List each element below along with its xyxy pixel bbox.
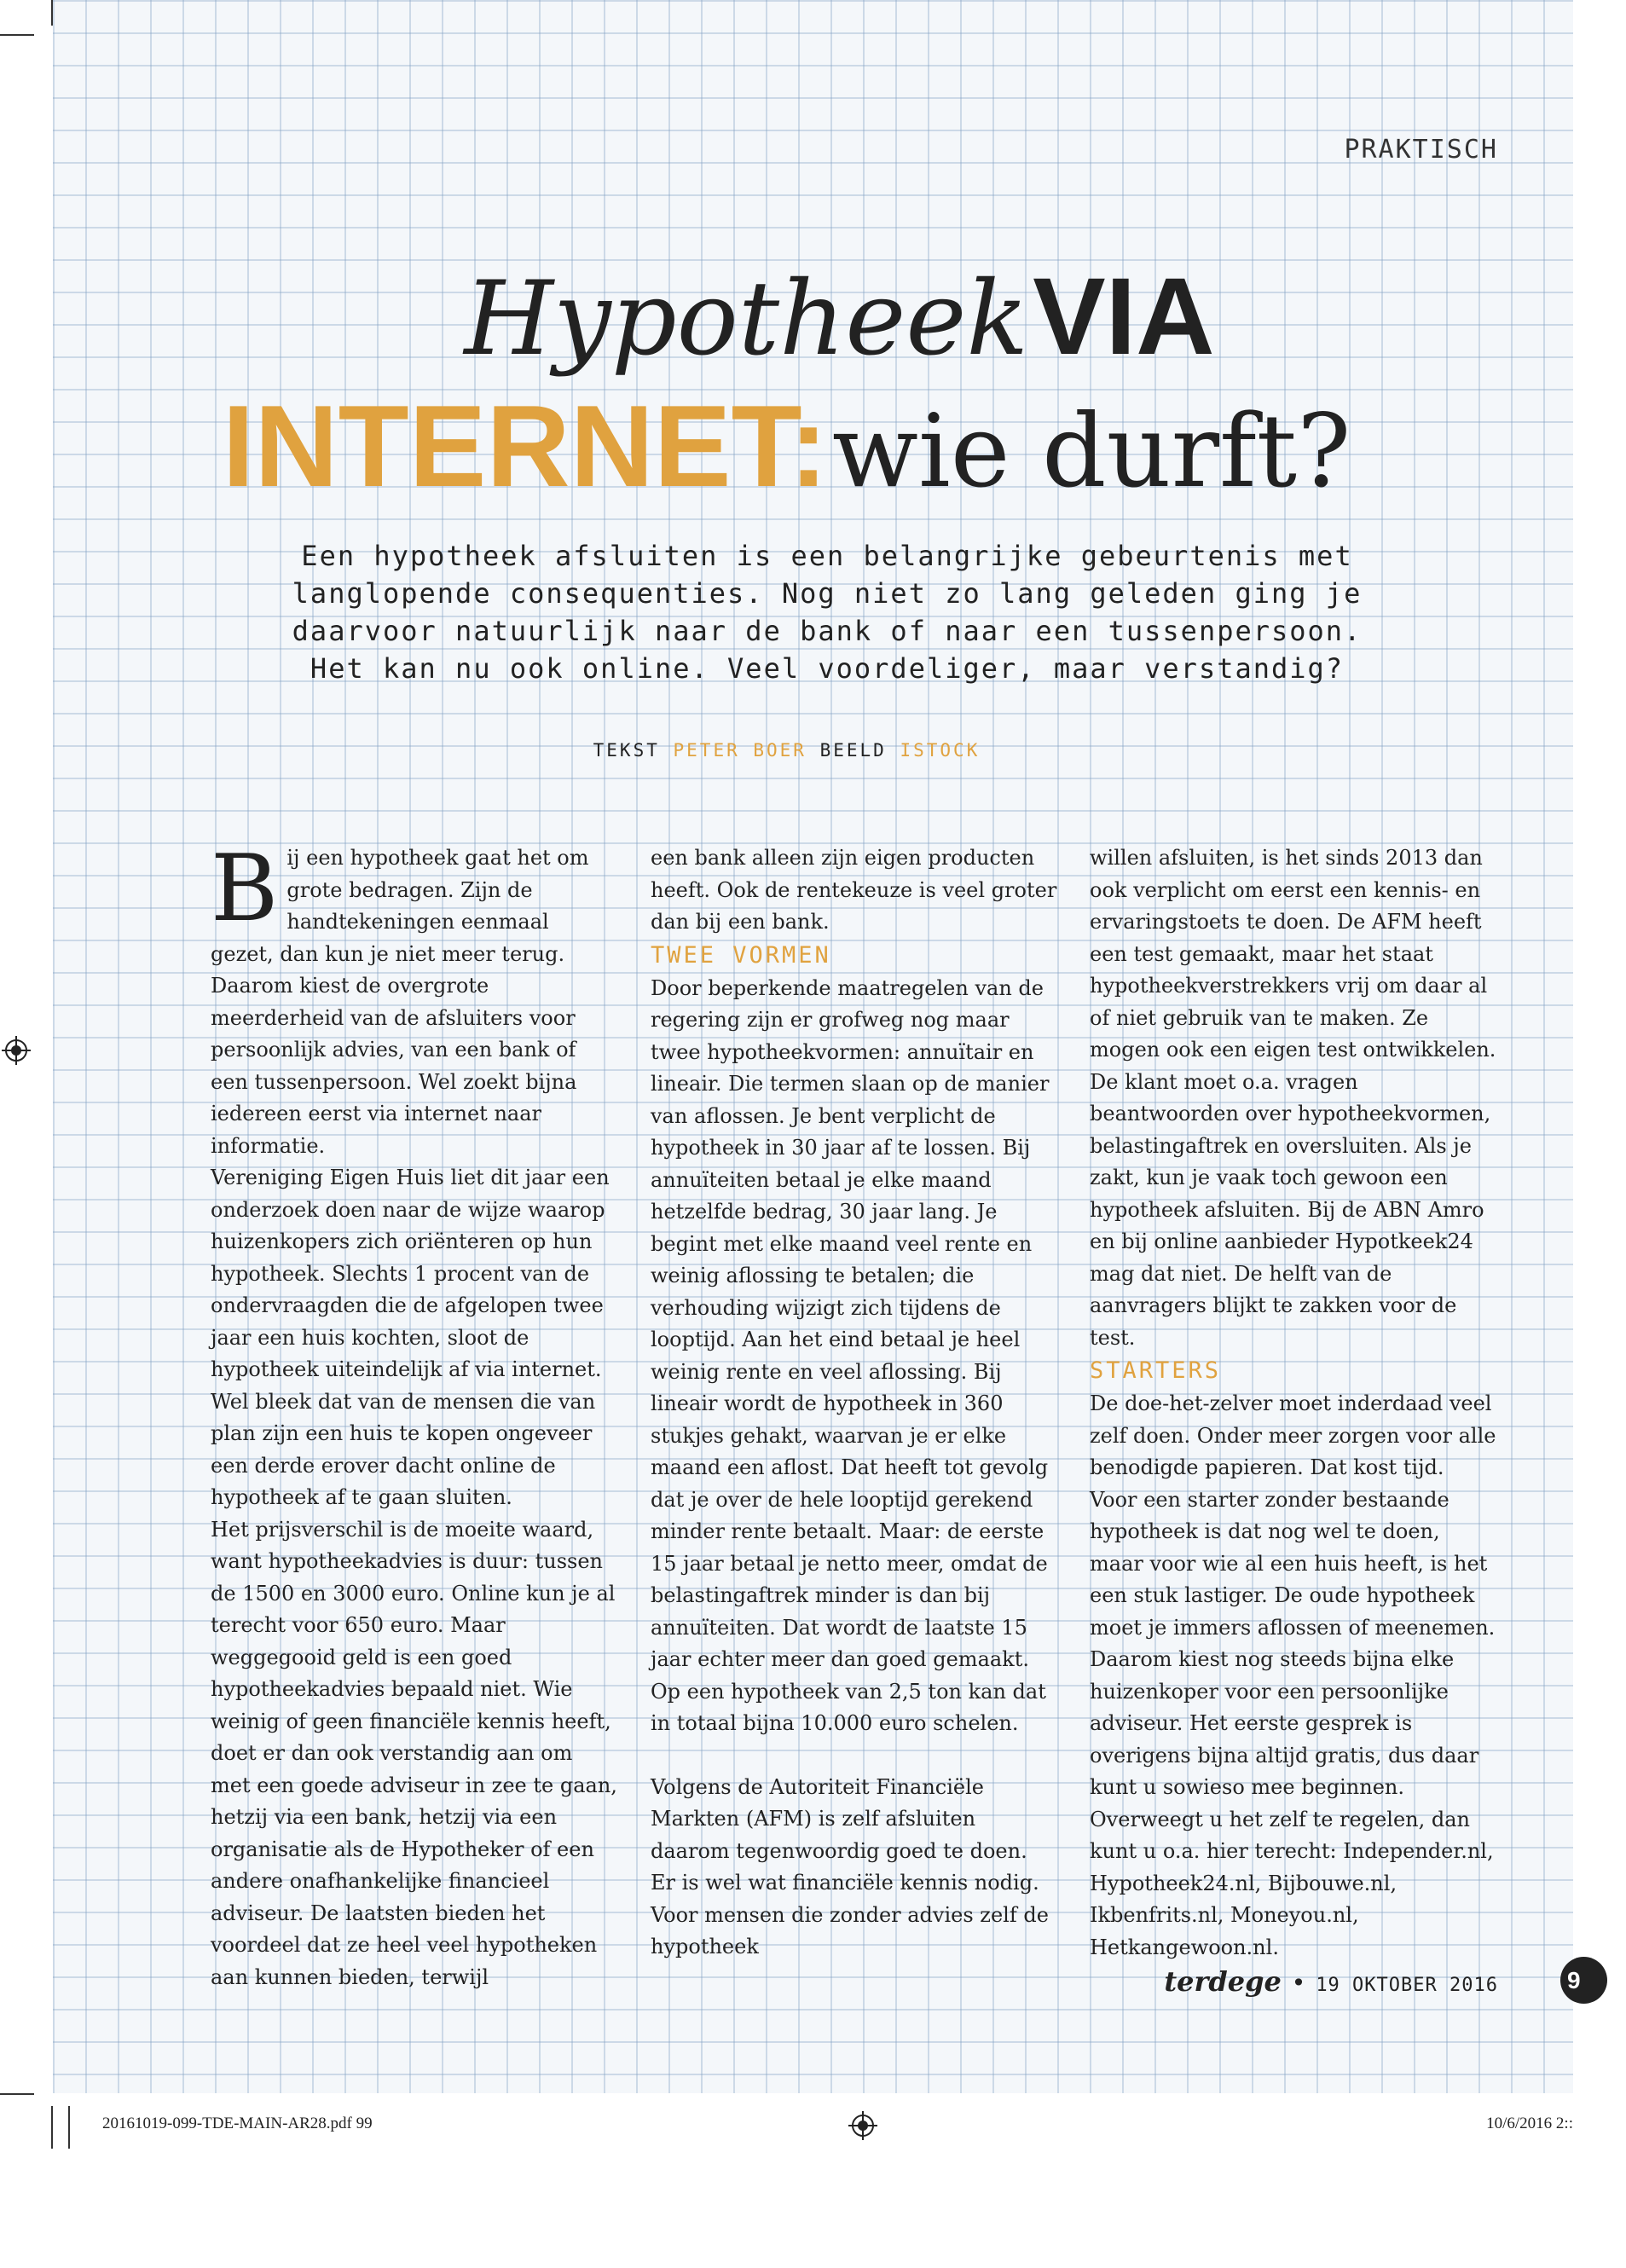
article-column-3 [1090, 842, 1497, 1964]
paragraph: Door beperkende maatregelen van de regering zijn er grofweg nog maar twee hypotheekvormen: annuïtair en lineair. Die termen slaan op de manier van aflossen. Je bent verplicht de hypotheek in 30 jaar af te lossen. Bij annuïteiten betaal je elke maand hetzelfde bedrag, 30 jaar lang. Je begint met elke maand veel rente en weinig aflossing te betalen; die verhouding wijzigt zich tijdens de looptijd. Aan het eind betaal je heel weinig rente en veel aflossing. Bij lineair wordt de hypotheek in 360 stukjes gehakt, waarvan je er elke maand een aflost. Dat heeft tot gevolg dat je over de hele looptijd gerekend minder rente betaalt. Maar: de eerste 15 jaar betaal je netto meer, omdat de belastingaftrek minder is dan bij annuïteiten. Dat wordt de laatste 15 jaar echter meer dan goed gemaakt. Op een hypotheek van 2,5 ton kan dat in totaal bijna 10.000 euro schelen. [651, 975, 1050, 1735]
registration-mark-icon [2, 1036, 31, 1065]
article-column-2 [651, 842, 1058, 1964]
page-number-marker: 9 [1560, 1957, 1607, 2004]
paragraph: De klant moet o.a. vragen beantwoorden over hypotheekvormen, belastingaftrek en oversluiten. Als je zakt, kun je vaak toch gewoon een hypotheek afsluiten. Bij de ABN Amro en bij online aanbieder Hypotkeek24 mag dat niet. De helft van de aanvragers blijkt te zakken voor de test. [1090, 1069, 1491, 1350]
subheading-twee-vormen: TWEE VORMEN [651, 941, 831, 969]
paragraph: Het prijsverschil is de moeite waard, want hypotheekadvies is duur: tussen de 1500 en 3000 euro. Online kun je al terecht voor 650 euro. Maar weggegooid geld is een goed hypotheekadvies bepaald niet. Wie weinig of geen financiële kennis heeft, doet er dan ook verstandig aan om met een goede adviseur in zee te gaan, hetzij via een bank, hetzij via een organisatie als de Hypotheker of een andere onafhankelijke financieel adviseur. De laatsten bieden het voordeel dat ze heel veel hypotheken aan kunnen bieden, terwijl [211, 1517, 617, 1989]
paragraph: De doe-het-zelver moet inderdaad veel zelf doen. Onder meer zorgen voor alle benodigde papieren. Dat kost tijd. Voor een starter zonder bestaande hypotheek is dat nog wel te doen, maar voor wie al een huis heeft, is het een stuk lastiger. De oude hypotheek moet je immers aflossen of meenemen. [1090, 1391, 1496, 1640]
registration-mark-icon [848, 2111, 877, 2140]
intro-line: Een hypotheek afsluiten is een belangrijke gebeurtenis met [301, 540, 1353, 572]
drop-cap: B [211, 836, 279, 942]
article-column-1 [211, 836, 618, 1993]
intro-line: daarvoor natuurlijk naar de bank of naar een tussenpersoon. [292, 615, 1363, 647]
headline-line-2 [0, 381, 1573, 511]
magazine-page [53, 0, 1581, 2093]
print-slug-timestamp: 10/6/2016 2:: [1486, 2115, 1573, 2132]
headline-highlight: INTERNET: [222, 381, 828, 511]
intro-line: langlopende consequenties. Nog niet zo lang geleden ging je [292, 577, 1363, 610]
subheading-starters: STARTERS [1090, 1357, 1222, 1384]
paragraph: een bank alleen zijn eigen producten heeft. Ook de rentekeuze is veel groter dan bij een bank. [651, 846, 1057, 934]
byline [0, 740, 1573, 761]
intro-lead [230, 537, 1424, 687]
paragraph: Vereniging Eigen Huis liet dit jaar een onderzoek doen naar de wijze waarop huizenkopers zich oriënteren op hun hypotheek. Slechts 1 procent van de ondervraagden die de afgelopen twee jaar een huis kochten, sloot de hypotheek uiteindelijk af via internet. Wel bleek dat van de mensen die van plan zijn een huis te kopen ongeveer een derde erover dacht online de hypotheek af te gaan sluiten. [211, 1166, 610, 1509]
print-slug-filename: 20161019-099-TDE-MAIN-AR28.pdf 99 [102, 2115, 373, 2132]
paragraph: Daarom kiest nog steeds bijna elke huizenkoper voor een persoonlijke adviseur. Het eerste gesprek is overigens bijna altijd gratis, dus daar kunt u sowieso mee beginnen. Overweegt u het zelf te regelen, dan kunt u o.a. hier terecht: Independer.nl, Hypotheek24.nl, Bijbouwe.nl, Ikbenfrits.nl, Moneyou.nl, Hetkangewoon.nl. [1090, 1647, 1494, 1959]
crop-mark [51, 0, 53, 26]
crop-mark [68, 2106, 70, 2149]
headline-bold: VIA [1033, 256, 1215, 378]
intro-line: Het kan nu ook online. Veel voordeliger, maar verstandig? [310, 652, 1345, 685]
headline-italic: Hypotheek [464, 260, 1029, 379]
issue-date: 19 OKTOBER 2016 [1316, 1975, 1498, 1996]
paragraph: ij een hypotheek gaat het om grote bedragen. Zijn de handtekeningen eenmaal gezet, dan kun je niet meer terug. Daarom kiest de overgrote meerderheid van de afsluiters voor persoonlijk advies, van een bank of een tussenpersoon. Wel zoekt bijna iedereen eerst via internet naar informatie. [211, 846, 589, 1158]
byline-author: PETER BOER [673, 740, 807, 761]
crop-mark [51, 2106, 53, 2149]
crop-mark [0, 34, 34, 36]
separator-dot: • [1291, 1969, 1306, 1997]
byline-image-source: ISTOCK [900, 740, 981, 761]
paragraph: Volgens de Autoriteit Financiële Markten (AFM) is zelf afsluiten daarom tegenwoordig goed te doen. Er is wel wat financiële kennis nodig. Voor mensen die zonder advies zelf de hypotheek [651, 1774, 1049, 1958]
magazine-logo: terdege [1164, 1965, 1282, 1998]
paragraph: willen afsluiten, is het sinds 2013 dan ook verplicht om eerst een kennis- en ervaringstoets te doen. De AFM heeft een test gemaakt, maar het staat hypotheekverstrekkers vrij om daar al of niet gebruik van te maken. Ze mogen ook een eigen test ontwikkelen. [1090, 846, 1496, 1062]
headline-serif: wie durft? [831, 392, 1351, 510]
section-label: PRAKTISCH [1344, 135, 1498, 165]
page-footer [1164, 1965, 1498, 1998]
headline-line-1 [53, 256, 1626, 379]
byline-text-label: TEKST [593, 740, 660, 761]
byline-image-label: BEELD [819, 740, 887, 761]
crop-mark [0, 2093, 34, 2095]
